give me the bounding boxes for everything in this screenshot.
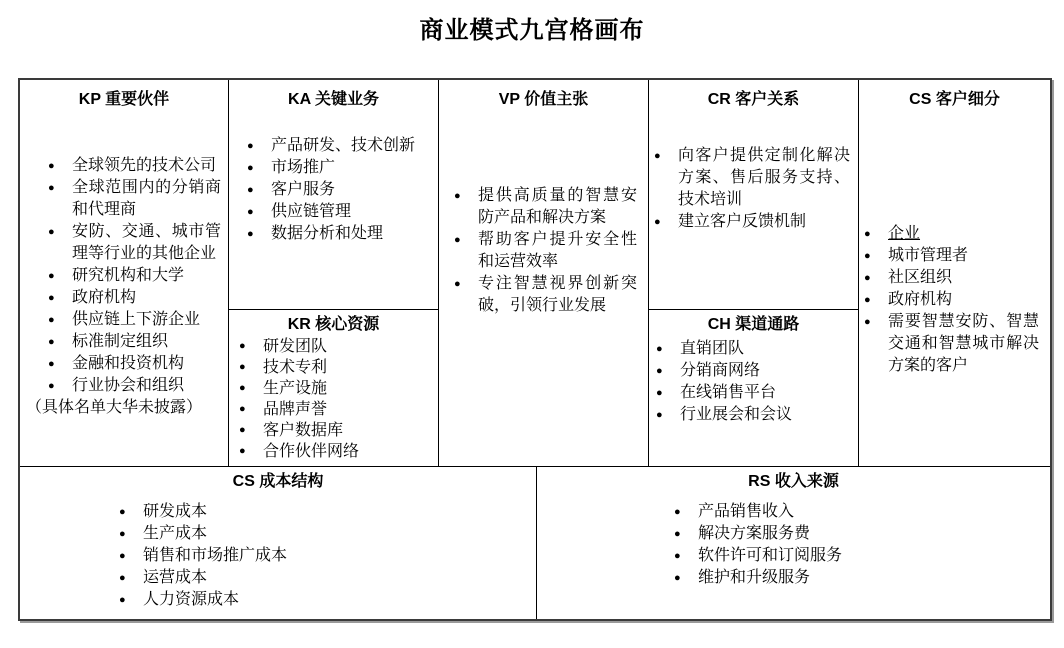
customer-segments-list — [863, 223, 1042, 377]
bullet-icon: ● — [674, 506, 681, 518]
key-activities-list — [246, 135, 434, 245]
business-model-canvas — [18, 78, 1052, 621]
bullet-icon: ● — [48, 336, 55, 348]
list-item-text: 政府机构 — [72, 289, 137, 306]
bullet-icon: ● — [48, 270, 55, 282]
value-propositions-title: VP 价值主张 — [498, 91, 589, 108]
bullet-icon: ● — [239, 382, 246, 394]
list-item-text: 在线销售平台 — [680, 384, 777, 401]
bullet-icon: ● — [48, 182, 55, 194]
list-item — [118, 567, 536, 589]
list-item — [863, 245, 1042, 267]
list-item-text: 向客户提供定制化解决方案、售后服务支持、技术培训 — [678, 147, 850, 208]
list-item — [863, 223, 1042, 245]
list-item — [863, 267, 1042, 289]
list-item-text: 直销团队 — [680, 340, 745, 357]
list-item-text: 技术专利 — [263, 359, 328, 376]
list-item — [453, 185, 640, 229]
list-item — [47, 309, 224, 331]
list-item-text: 产品研发、技术创新 — [271, 137, 416, 154]
list-item-text: 城市管理者 — [888, 247, 969, 264]
channels-list — [655, 338, 854, 426]
list-item — [453, 229, 640, 273]
bullet-icon: ● — [864, 294, 871, 306]
bullet-icon: ● — [239, 424, 246, 436]
key-resources-title: KR 核心资源 — [287, 316, 380, 333]
list-item — [655, 360, 854, 382]
list-item — [238, 399, 434, 420]
list-item — [246, 157, 434, 179]
list-item-text: 供应链上下游企业 — [72, 311, 201, 328]
list-item-text: 社区组织 — [888, 269, 953, 286]
bullet-icon: ● — [864, 228, 871, 240]
bullet-icon: ● — [239, 340, 246, 352]
list-item-text: 企业 — [888, 225, 921, 242]
list-item-text: 客户服务 — [271, 181, 336, 198]
key-activities-title: KA 关键业务 — [288, 91, 379, 108]
list-item-text: 全球领先的技术公司 — [72, 157, 217, 174]
revenue-streams-title: RS 收入来源 — [748, 473, 839, 490]
list-item-text: 产品销售收入 — [698, 503, 795, 520]
cell-channels — [649, 310, 859, 466]
bullet-icon: ● — [119, 572, 126, 584]
cell-key-partners — [20, 80, 229, 466]
revenue-streams-list — [673, 501, 1050, 589]
list-item — [238, 336, 434, 357]
list-item-text: 市场推广 — [271, 159, 336, 176]
list-item — [118, 545, 536, 567]
list-item — [653, 145, 853, 211]
bullet-icon: ● — [654, 150, 661, 162]
list-item — [47, 265, 224, 287]
list-item — [47, 221, 224, 265]
bullet-icon: ● — [674, 528, 681, 540]
list-item-text: 帮助客户提升安全性和运营效率 — [478, 231, 637, 270]
list-item-text: 数据分析和处理 — [271, 225, 384, 242]
cell-cost-structure — [20, 467, 537, 619]
list-item-text: 维护和升级服务 — [698, 569, 811, 586]
bullet-icon: ● — [656, 343, 663, 355]
list-item — [47, 331, 224, 353]
bullet-icon: ● — [674, 572, 681, 584]
bullet-icon: ● — [48, 380, 55, 392]
bullet-icon: ● — [48, 160, 55, 172]
bullet-icon: ● — [48, 314, 55, 326]
cell-value-propositions — [439, 80, 649, 466]
list-item — [246, 179, 434, 201]
bullet-icon: ● — [239, 445, 246, 457]
bullet-icon: ● — [674, 550, 681, 562]
bullet-icon: ● — [454, 190, 461, 202]
list-item — [246, 201, 434, 223]
key-partners-list — [47, 155, 224, 397]
list-item-text: 供应链管理 — [271, 203, 352, 220]
list-item — [673, 567, 1050, 589]
list-item — [47, 287, 224, 309]
page-title: 商业模式九宫格画布 — [419, 17, 645, 44]
list-item — [238, 357, 434, 378]
bullet-icon: ● — [656, 409, 663, 421]
list-item — [118, 589, 536, 611]
list-item — [47, 353, 224, 375]
cost-structure-list — [118, 501, 536, 611]
bullet-icon: ● — [247, 206, 254, 218]
customer-relationships-title: CR 客户关系 — [707, 91, 800, 108]
list-item-text: 品牌声誉 — [263, 401, 328, 418]
list-item-text: 提供高质量的智慧安防产品和解决方案 — [478, 187, 637, 226]
bullet-icon: ● — [48, 226, 55, 238]
key-resources-list — [238, 336, 434, 462]
list-item — [118, 523, 536, 545]
bullet-icon: ● — [239, 361, 246, 373]
cell-key-resources — [229, 310, 439, 466]
cell-revenue-streams — [537, 467, 1050, 619]
list-item — [863, 311, 1042, 377]
list-item — [673, 545, 1050, 567]
cell-key-activities — [229, 80, 439, 310]
list-item — [47, 375, 224, 397]
bullet-icon: ● — [864, 250, 871, 262]
list-item — [47, 177, 224, 221]
key-partners-note: （具体名单大华未披露） — [26, 399, 203, 416]
list-item-text: 销售和市场推广成本 — [143, 547, 288, 564]
list-item — [673, 523, 1050, 545]
bullet-icon: ● — [654, 216, 661, 228]
list-item-text: 运营成本 — [143, 569, 208, 586]
list-item — [246, 135, 434, 157]
list-item — [118, 501, 536, 523]
channels-title: CH 渠道通路 — [707, 316, 800, 333]
list-item — [655, 382, 854, 404]
bullet-icon: ● — [119, 594, 126, 606]
bullet-icon: ● — [454, 278, 461, 290]
bullet-icon: ● — [864, 316, 871, 328]
customer-segments-title: CS 客户细分 — [909, 91, 1000, 108]
list-item-text: 生产设施 — [263, 380, 328, 397]
list-item-text: 分销商网络 — [680, 362, 761, 379]
bullet-icon: ● — [656, 387, 663, 399]
list-item — [673, 501, 1050, 523]
list-item-text: 客户数据库 — [263, 422, 344, 439]
list-item-text: 软件许可和订阅服务 — [698, 547, 843, 564]
list-item — [453, 273, 640, 317]
canvas-upper-grid — [20, 80, 1050, 467]
list-item-text: 人力资源成本 — [143, 591, 240, 608]
list-item-text: 全球范围内的分销商和代理商 — [72, 179, 221, 218]
list-item-text: 研发团队 — [263, 338, 328, 355]
list-item — [238, 441, 434, 462]
list-item-text: 标准制定组织 — [72, 333, 169, 350]
list-item — [246, 223, 434, 245]
list-item — [653, 211, 853, 233]
bullet-icon: ● — [119, 550, 126, 562]
list-item — [47, 155, 224, 177]
bullet-icon: ● — [247, 162, 254, 174]
list-item-text: 金融和投资机构 — [72, 355, 185, 372]
list-item-text: 安防、交通、城市管理等行业的其他企业 — [72, 223, 221, 262]
bullet-icon: ● — [119, 528, 126, 540]
list-item-text: 行业展会和会议 — [680, 406, 793, 423]
list-item-text: 政府机构 — [888, 291, 953, 308]
bullet-icon: ● — [864, 272, 871, 284]
cell-customer-segments — [859, 80, 1050, 466]
list-item — [655, 404, 854, 426]
value-propositions-list — [453, 185, 640, 317]
cell-customer-relationships — [649, 80, 859, 310]
canvas-lower-grid — [20, 467, 1050, 619]
cost-structure-title: CS 成本结构 — [232, 473, 324, 490]
list-item-text: 合作伙伴网络 — [263, 443, 360, 460]
list-item-text: 生产成本 — [143, 525, 208, 542]
list-item-text: 专注智慧视界创新突破，引领行业发展 — [478, 275, 637, 314]
list-item — [238, 378, 434, 399]
bullet-icon: ● — [239, 403, 246, 415]
bullet-icon: ● — [247, 228, 254, 240]
list-item — [655, 338, 854, 360]
list-item — [238, 420, 434, 441]
bullet-icon: ● — [119, 506, 126, 518]
list-item-text: 研究机构和大学 — [72, 267, 185, 284]
list-item-text: 建立客户反馈机制 — [678, 213, 807, 230]
bullet-icon: ● — [656, 365, 663, 377]
customer-relationships-list — [653, 145, 853, 233]
list-item-text: 解决方案服务费 — [698, 525, 811, 542]
key-partners-title: KP 重要伙伴 — [78, 91, 170, 108]
bullet-icon: ● — [247, 184, 254, 196]
bullet-icon: ● — [247, 140, 254, 152]
list-item-text: 需要智慧安防、智慧交通和智慧城市解决方案的客户 — [888, 313, 1039, 374]
bullet-icon: ● — [454, 234, 461, 246]
bullet-icon: ● — [48, 358, 55, 370]
bullet-icon: ● — [48, 292, 55, 304]
list-item — [863, 289, 1042, 311]
list-item-text: 研发成本 — [143, 503, 208, 520]
list-item-text: 行业协会和组织 — [72, 377, 185, 394]
